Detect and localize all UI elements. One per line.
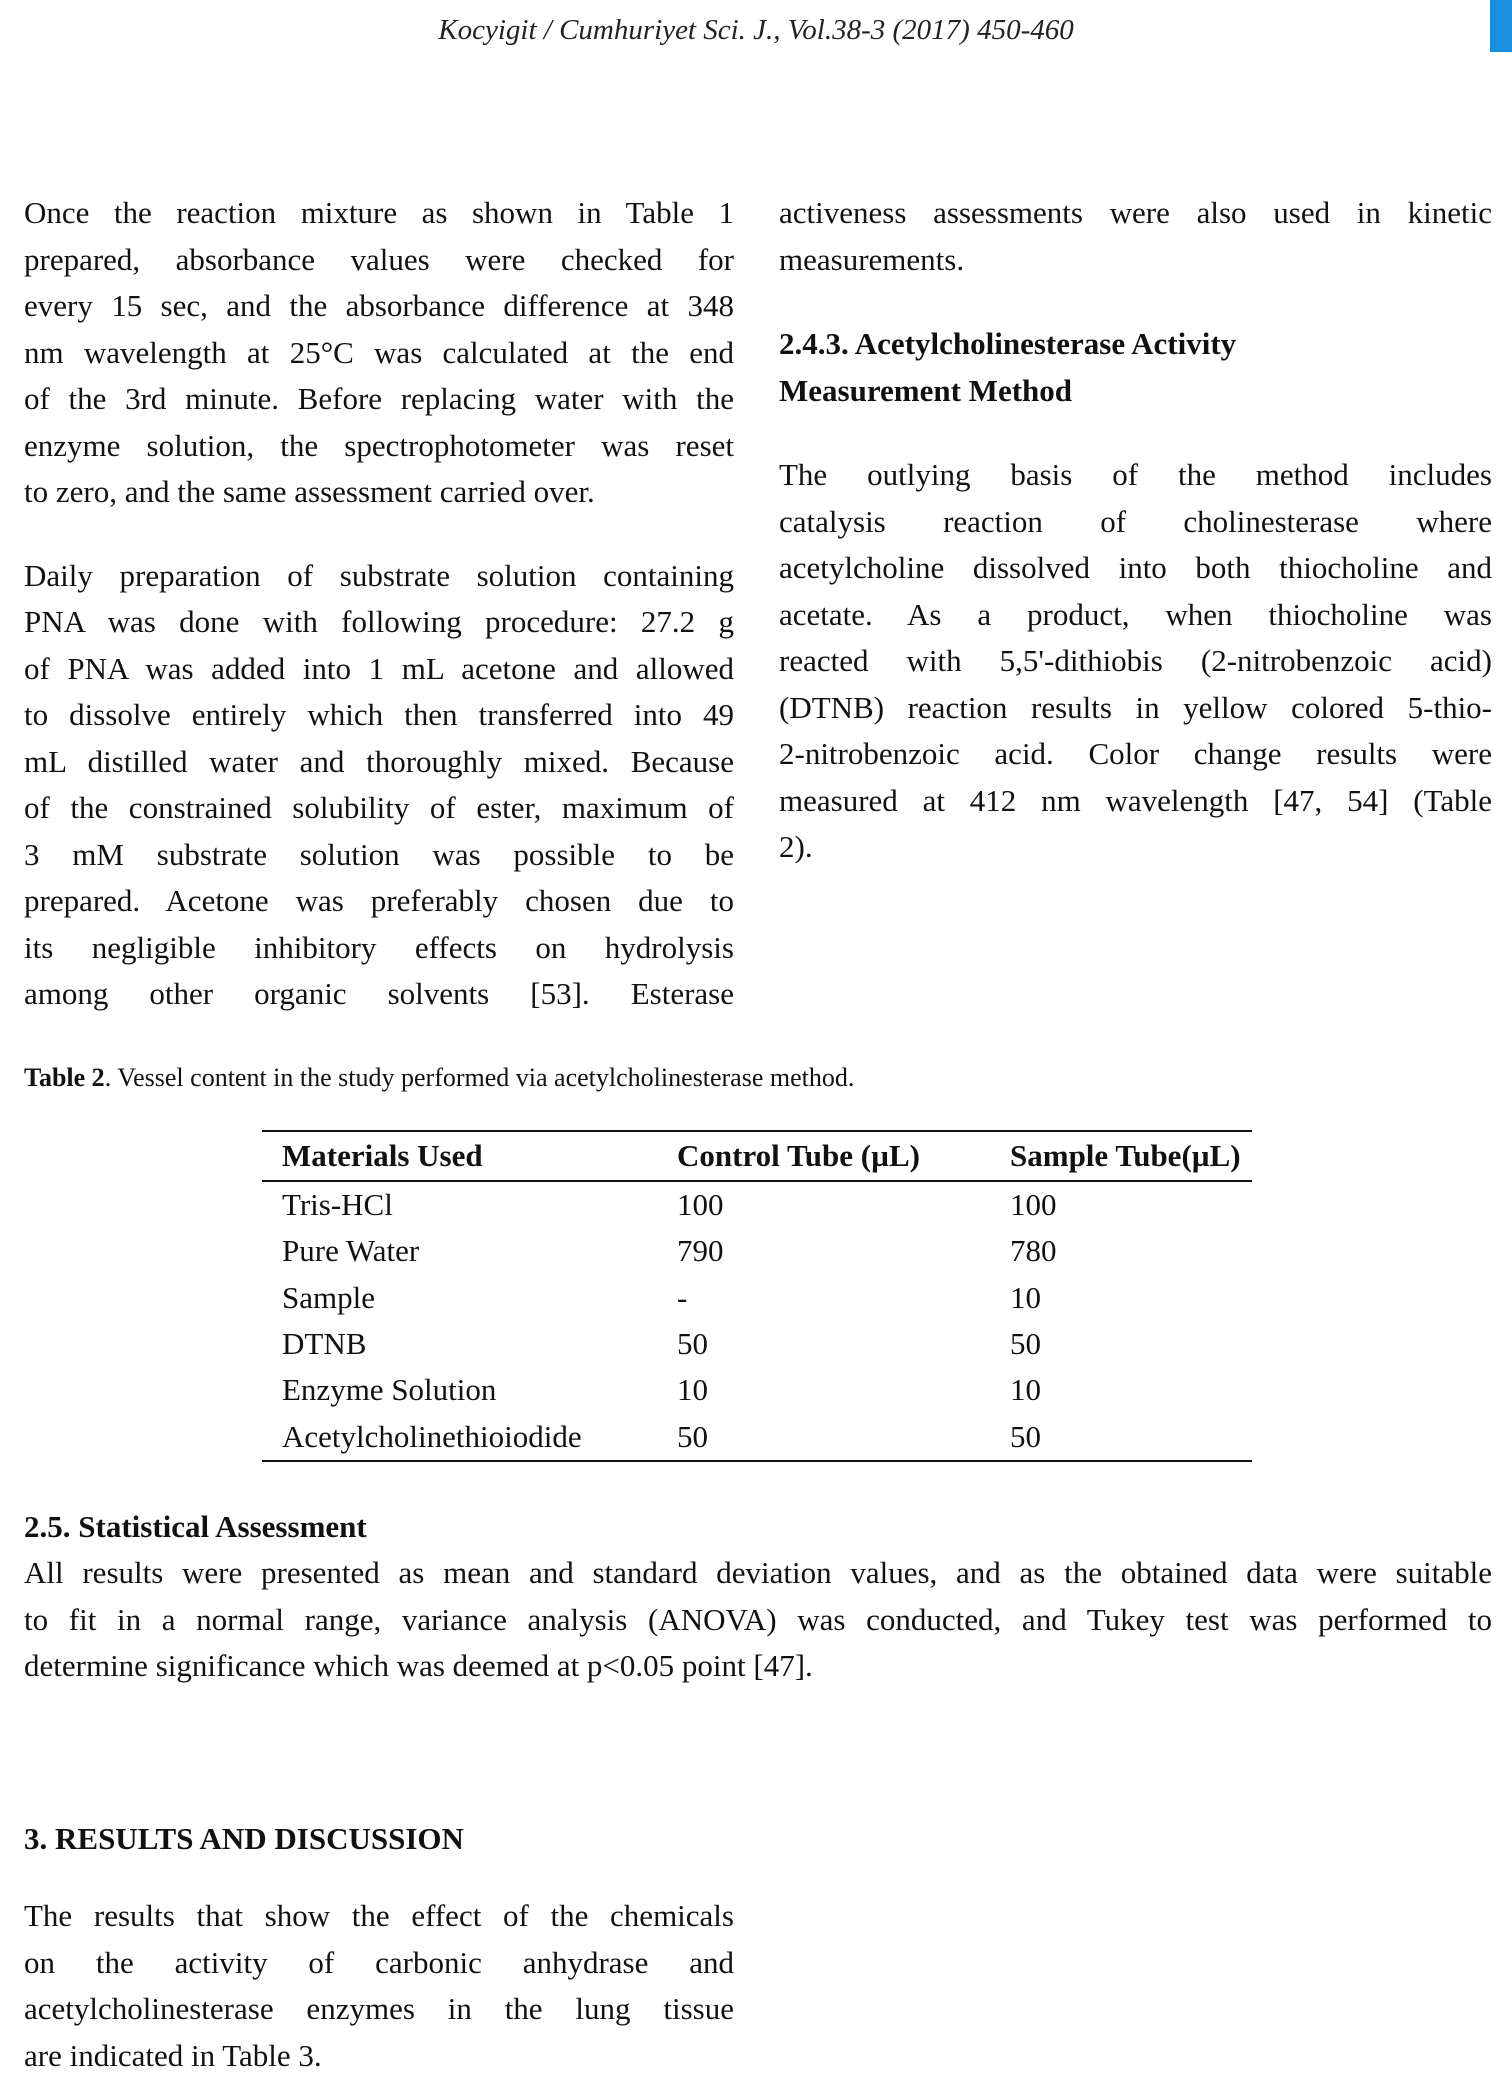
left-paragraph-2-line: prepared. Acetone was preferably chosen due to (24, 883, 734, 918)
left-paragraph-2-line: of the constrained solubility of ester, maximum of (24, 790, 734, 825)
left-paragraph-1-line: every 15 sec, and the absorbance difference at 348 (24, 288, 734, 323)
table-row (262, 1321, 1252, 1367)
header-control-tube: Control Tube (µL) (657, 1131, 990, 1181)
left-paragraph-1-line: prepared, absorbance values were checked for (24, 241, 734, 277)
right-paragraph-2-line: 2-nitrobenzoic acid. Color change results were (779, 736, 1492, 771)
cell-control: 790 (677, 1233, 724, 1269)
right-paragraph-2 (779, 452, 1492, 871)
vessel-content-table (262, 1130, 1252, 1462)
running-title: Kocyigit / Cumhuriyet Sci. J., Vol.38-3 (2017) 450-460 (438, 14, 1074, 46)
cell-sample: 50 (990, 1413, 1252, 1460)
left-paragraph-1-line: Once the reaction mixture as shown in Table 1 (24, 195, 734, 230)
statistical-assessment-body (24, 1550, 1492, 1690)
right-paragraph-1-line: activeness assessments were also used in kinetic (779, 195, 1492, 230)
right-paragraph-1 (779, 190, 1492, 283)
statistics-body-line: determine significance which was deemed at p<0.05 point [47]. (24, 1648, 813, 1683)
cell-sample: 780 (1010, 1233, 1057, 1269)
left-paragraph-1-line: to zero, and the same assessment carried over. (24, 474, 595, 509)
results-discussion-heading: 3. RESULTS AND DISCUSSION (24, 1821, 464, 1856)
table-row (262, 1367, 1252, 1413)
cell-control: 50 (677, 1326, 708, 1362)
right-paragraph-2-line: (DTNB) reaction results in yellow colored 5-thio- (779, 689, 1492, 725)
header-sample-tube: Sample Tube(µL) (990, 1131, 1252, 1181)
left-paragraph-1-line: enzyme solution, the spectrophotometer was reset (24, 427, 734, 463)
cell-material: Sample (282, 1279, 375, 1315)
right-paragraph-2-line: measured at 412 nm wavelength [47, 54] (Table (779, 782, 1492, 818)
results-body-line: The results that show the effect of the chemicals (24, 1898, 734, 1933)
right-paragraph-1-line: measurements. (779, 241, 965, 277)
results-discussion-body (24, 1893, 734, 2079)
left-paragraph-2-line: among other organic solvents [53]. Esterase (24, 976, 734, 1011)
table-row (262, 1228, 1252, 1274)
table-row (262, 1181, 1252, 1228)
cell-material: Tris-HCl (282, 1187, 393, 1223)
page-corner-marker (1490, 0, 1512, 52)
cell-control: 100 (677, 1187, 724, 1223)
section-heading-2-4-3 (779, 321, 1492, 414)
cell-control: 10 (677, 1372, 708, 1408)
cell-sample: 100 (1010, 1187, 1057, 1223)
left-paragraph-1-line: nm wavelength at 25°C was calculated at the end (24, 334, 734, 370)
cell-material: DTNB (282, 1326, 367, 1362)
left-paragraph-2 (24, 553, 734, 1018)
cell-sample: 10 (1010, 1372, 1041, 1408)
cell-control: - (677, 1279, 688, 1315)
right-paragraph-2-line: acetate. As a product, when thiocholine was (779, 596, 1492, 632)
results-body-line: on the activity of carbonic anhydrase and (24, 1944, 734, 1980)
cell-control: 50 (657, 1413, 990, 1460)
left-paragraph-2-line: of PNA was added into 1 mL acetone and allowed (24, 650, 734, 686)
table-caption-text: . Vessel content in the study performed via acetylcholinesterase method. (104, 1063, 855, 1092)
right-paragraph-2-line: reacted with 5,5'-dithiobis (2-nitrobenzoic acid) (779, 643, 1492, 678)
cell-material: Acetylcholinethioiodide (262, 1413, 657, 1460)
cell-material: Pure Water (282, 1233, 420, 1269)
right-paragraph-2-line: The outlying basis of the method includes (779, 457, 1492, 492)
cell-material: Enzyme Solution (282, 1372, 497, 1408)
results-body-line: are indicated in Table 3. (24, 2037, 322, 2073)
table-header-row (262, 1131, 1252, 1181)
right-paragraph-2-line: 2). (779, 829, 813, 864)
section-heading-line: Measurement Method (779, 372, 1073, 408)
left-paragraph-2-line: to dissolve entirely which then transferred into 49 (24, 697, 734, 732)
header-materials: Materials Used (262, 1131, 657, 1181)
left-paragraph-1 (24, 190, 734, 516)
cell-sample: 50 (1010, 1326, 1041, 1362)
left-paragraph-2-line: PNA was done with following procedure: 27.2 g (24, 604, 734, 639)
statistical-assessment-heading: 2.5. Statistical Assessment (24, 1509, 367, 1544)
left-paragraph-2-line: its negligible inhibitory effects on hydrolysis (24, 929, 734, 965)
cell-sample: 10 (1010, 1279, 1041, 1315)
statistics-body-line: to fit in a normal range, variance analysis (ANOVA) was conducted, and Tukey test was performed to (24, 1601, 1492, 1637)
table-caption (24, 1058, 854, 1098)
right-paragraph-2-line: acetylcholine dissolved into both thiocholine and (779, 550, 1492, 585)
right-column (779, 190, 1492, 871)
results-body-line: acetylcholinesterase enzymes in the lung tissue (24, 1991, 734, 2026)
statistics-body-line: All results were presented as mean and standard deviation values, and as the obtained data were suitable (24, 1555, 1492, 1590)
left-paragraph-1-line: of the 3rd minute. Before replacing water with the (24, 381, 734, 416)
section-heading-line: 2.4.3. Acetylcholinesterase Activity (779, 326, 1237, 361)
table-caption-label: Table 2 (24, 1063, 105, 1092)
left-column (24, 190, 734, 1018)
right-paragraph-2-line: catalysis reaction of cholinesterase where (779, 503, 1492, 539)
table-row (262, 1413, 1252, 1460)
left-paragraph-2-line: Daily preparation of substrate solution containing (24, 557, 734, 593)
left-paragraph-2-line: 3 mM substrate solution was possible to be (24, 836, 734, 872)
table-row (262, 1275, 1252, 1321)
left-paragraph-2-line: mL distilled water and thoroughly mixed. Because (24, 743, 734, 779)
